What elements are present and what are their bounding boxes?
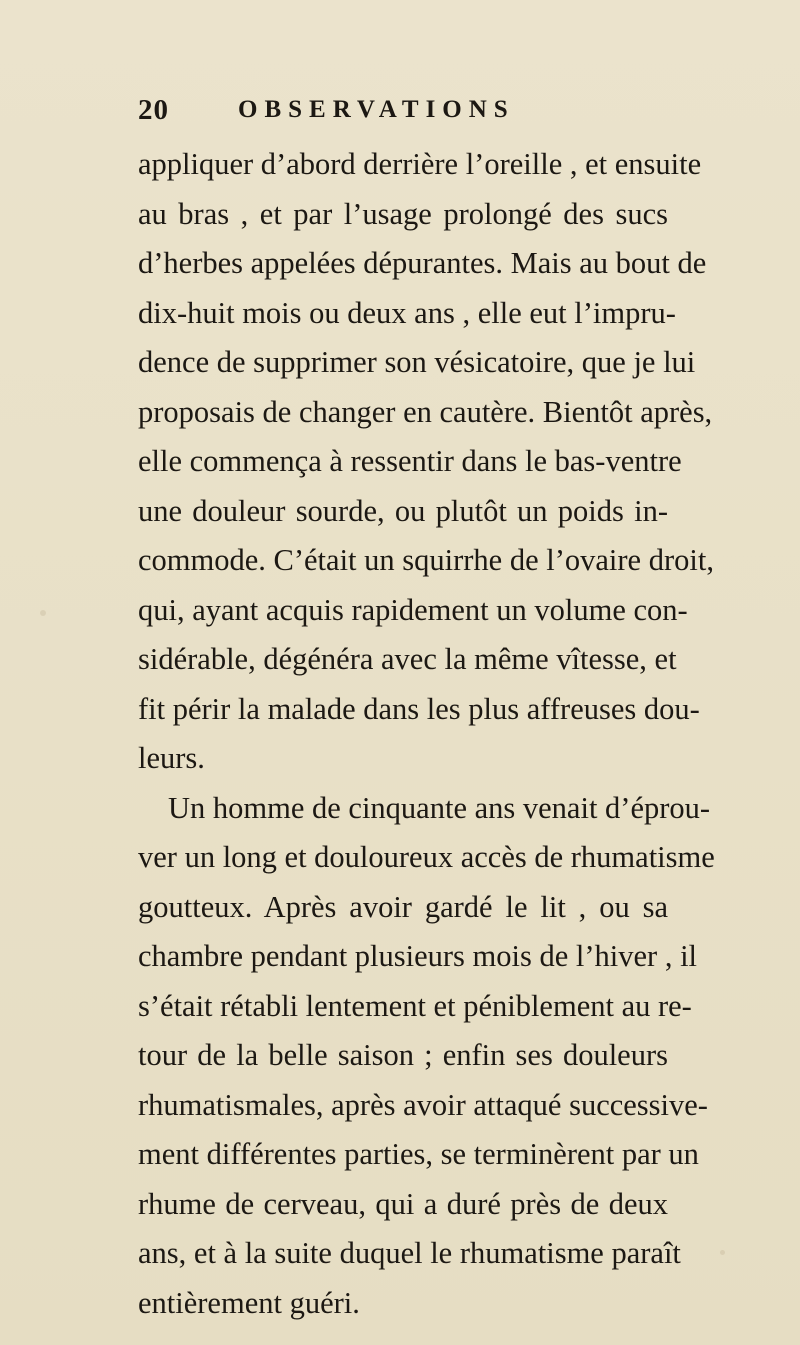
text-line: leurs. — [138, 741, 205, 775]
text-line: elle commença à ressentir dans le bas-ventre — [138, 444, 682, 478]
text-line: rhumatismales, après avoir attaqué successive- — [138, 1087, 708, 1122]
text-line: s’était rétabli lentement et péniblement au re- — [138, 988, 692, 1023]
text-line: rhume de cerveau, qui a duré près de deux — [138, 1186, 668, 1221]
text-line: proposais de changer en cautère. Bientôt après, — [138, 394, 713, 429]
paper-stain — [40, 610, 46, 616]
text-line: tour de la belle saison ; enfin ses douleurs — [138, 1038, 668, 1072]
text-line: commode. C’était un squirrhe de l’ovaire droit, — [138, 543, 714, 577]
text-line: au bras , et par l’usage prolongé des sucs — [138, 196, 668, 231]
text-line: chambre pendant plusieurs mois de l’hiver , il — [138, 939, 698, 973]
text-line: dence de supprimer son vésicatoire, que je lui — [138, 345, 696, 379]
running-head — [138, 94, 658, 134]
text-line: entièrement guéri. — [138, 1285, 360, 1320]
text-line: ver un long et douloureux accès de rhumatisme — [138, 840, 715, 874]
text-line: une douleur sourde, ou plutôt un poids in- — [138, 493, 668, 528]
paragraph-start-line: Un homme de cinquante ans venait d’éprou- — [168, 790, 711, 825]
paper-stain — [720, 1250, 725, 1255]
text-line: qui, ayant acquis rapidement un volume con- — [138, 592, 688, 627]
body-text — [138, 140, 715, 1328]
running-title: OBSERVATIONS — [238, 96, 515, 123]
text-line: fit périr la malade dans les plus affreuses dou- — [138, 691, 700, 726]
text-line: d’herbes appelées dépurantes. Mais au bout de — [138, 246, 707, 280]
text-line: dix-huit mois ou deux ans , elle eut l’impru- — [138, 295, 676, 330]
text-line: goutteux. Après avoir gardé le lit , ou sa — [138, 889, 668, 924]
text-line: appliquer d’abord derrière l’oreille , et ensuite — [138, 147, 702, 181]
text-line: sidérable, dégénéra avec la même vîtesse, et — [138, 642, 677, 676]
page-number: 20 — [138, 94, 169, 126]
text-line: ans, et à la suite duquel le rhumatisme paraît — [138, 1236, 681, 1270]
text-line: ment différentes parties, se terminèrent par un — [138, 1137, 699, 1171]
